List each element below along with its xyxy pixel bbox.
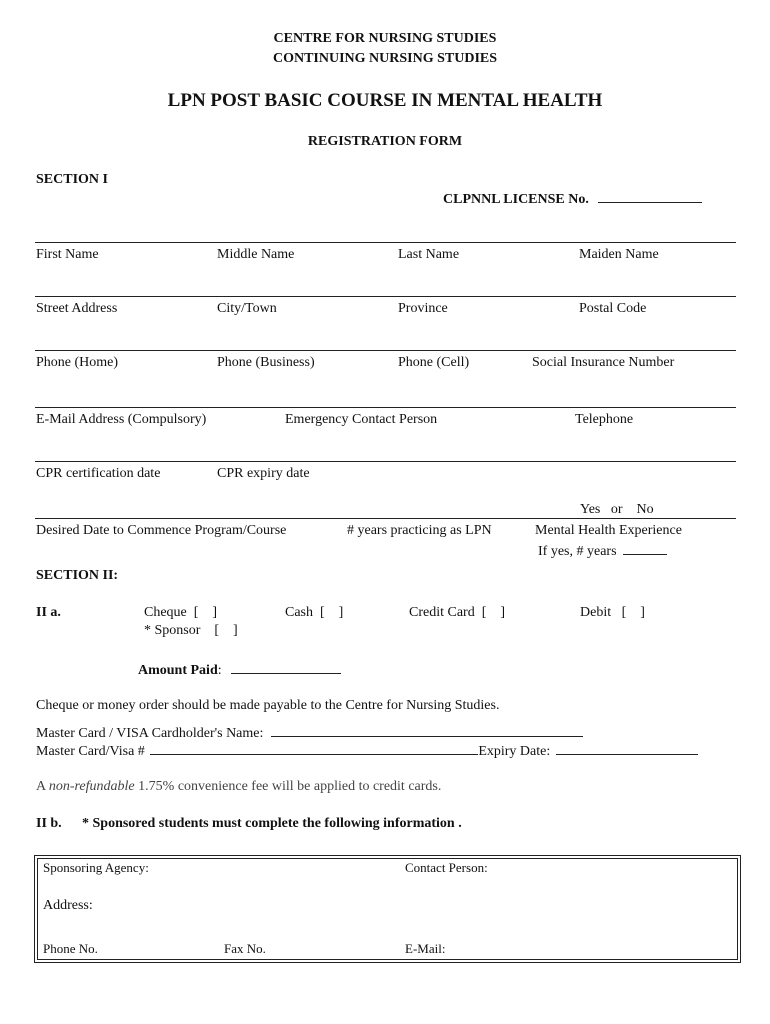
sponsoring-agency-label: Sponsoring Agency: [43, 860, 149, 875]
cardholder-label: Master Card / VISA Cardholder's Name: [36, 726, 264, 741]
cardholder-field[interactable] [36, 724, 583, 742]
emergency-contact-label: Emergency Contact Person [285, 412, 438, 427]
section-2a-label: II a. [36, 605, 61, 620]
sponsor-email-label: E-Mail: [405, 941, 446, 956]
fax-no-label: Fax No. [224, 941, 266, 956]
expiry-blank[interactable] [556, 742, 698, 755]
telephone-label: Telephone [575, 412, 634, 427]
phone-business-label: Phone (Business) [217, 355, 315, 370]
card-number-field[interactable] [36, 742, 698, 760]
row-6-line [35, 518, 736, 519]
city-label: City/Town [217, 301, 277, 316]
years-blank[interactable] [623, 542, 667, 555]
postal-code-label: Postal Code [579, 301, 647, 316]
address-label: Address: [43, 898, 93, 913]
row-4-line [35, 407, 736, 408]
cpr-expiry-label: CPR expiry date [217, 466, 310, 481]
org-line-2: CONTINUING NURSING STUDIES [272, 51, 498, 66]
cheque-checkbox[interactable]: Cheque [ ] [144, 605, 218, 620]
amount-paid-field[interactable]: Amount Paid: [138, 661, 341, 679]
credit-card-checkbox[interactable]: Credit Card [ ] [409, 605, 506, 620]
first-name-label: First Name [36, 247, 99, 262]
mental-health-exp-label: Mental Health Experience [535, 523, 682, 538]
maiden-name-label: Maiden Name [579, 247, 659, 262]
amount-paid-blank[interactable] [231, 661, 341, 674]
province-label: Province [398, 301, 448, 316]
license-label: CLPNNL LICENSE No. [443, 192, 589, 207]
amount-paid-label: Amount Paid [138, 663, 218, 678]
last-name-label: Last Name [398, 247, 460, 262]
fee-note: A non-refundable 1.75% convenience fee will be applied to credit cards. [36, 779, 442, 794]
email-label: E-Mail Address (Compulsory) [36, 412, 207, 427]
cpr-cert-label: CPR certification date [36, 466, 161, 481]
cardholder-blank[interactable] [271, 724, 583, 737]
middle-name-label: Middle Name [217, 247, 295, 262]
course-title: LPN POST BASIC COURSE IN MENTAL HEALTH [167, 90, 603, 111]
contact-person-label: Contact Person: [405, 860, 488, 875]
row-5-line [35, 461, 736, 462]
street-address-label: Street Address [36, 301, 118, 316]
license-field[interactable] [443, 190, 702, 208]
license-blank[interactable] [598, 190, 702, 203]
org-line-1: CENTRE FOR NURSING STUDIES [273, 31, 497, 46]
sin-label: Social Insurance Number [532, 355, 675, 370]
phone-no-label: Phone No. [43, 941, 98, 956]
sponsored-instructions: * Sponsored students must complete the following information . [82, 816, 462, 831]
if-yes-field[interactable] [538, 542, 667, 560]
if-yes-label: If yes, # years [538, 544, 617, 559]
debit-checkbox[interactable]: Debit [ ] [580, 605, 645, 620]
card-number-blank[interactable] [150, 742, 478, 755]
payable-note: Cheque or money order should be made payable to the Centre for Nursing Studies. [36, 698, 500, 713]
section-2-heading: SECTION II: [36, 568, 119, 583]
cash-checkbox[interactable]: Cash [ ] [285, 605, 344, 620]
row-1-line [35, 242, 736, 243]
card-number-label: Master Card/Visa # [36, 744, 145, 759]
expiry-label: Expiry Date: [478, 744, 551, 759]
phone-home-label: Phone (Home) [36, 355, 119, 370]
section-2b-label: II b. [36, 816, 62, 831]
commence-date-label: Desired Date to Commence Program/Course [36, 523, 287, 538]
form-title: REGISTRATION FORM [307, 134, 463, 149]
section-1-heading: SECTION I [36, 172, 108, 187]
row-2-line [35, 296, 736, 297]
years-practicing-label: # years practicing as LPN [347, 523, 492, 538]
phone-cell-label: Phone (Cell) [398, 355, 470, 370]
yes-no-label: Yes or No [580, 502, 654, 517]
sponsor-checkbox[interactable]: * Sponsor [ ] [144, 623, 238, 638]
row-3-line [35, 350, 736, 351]
